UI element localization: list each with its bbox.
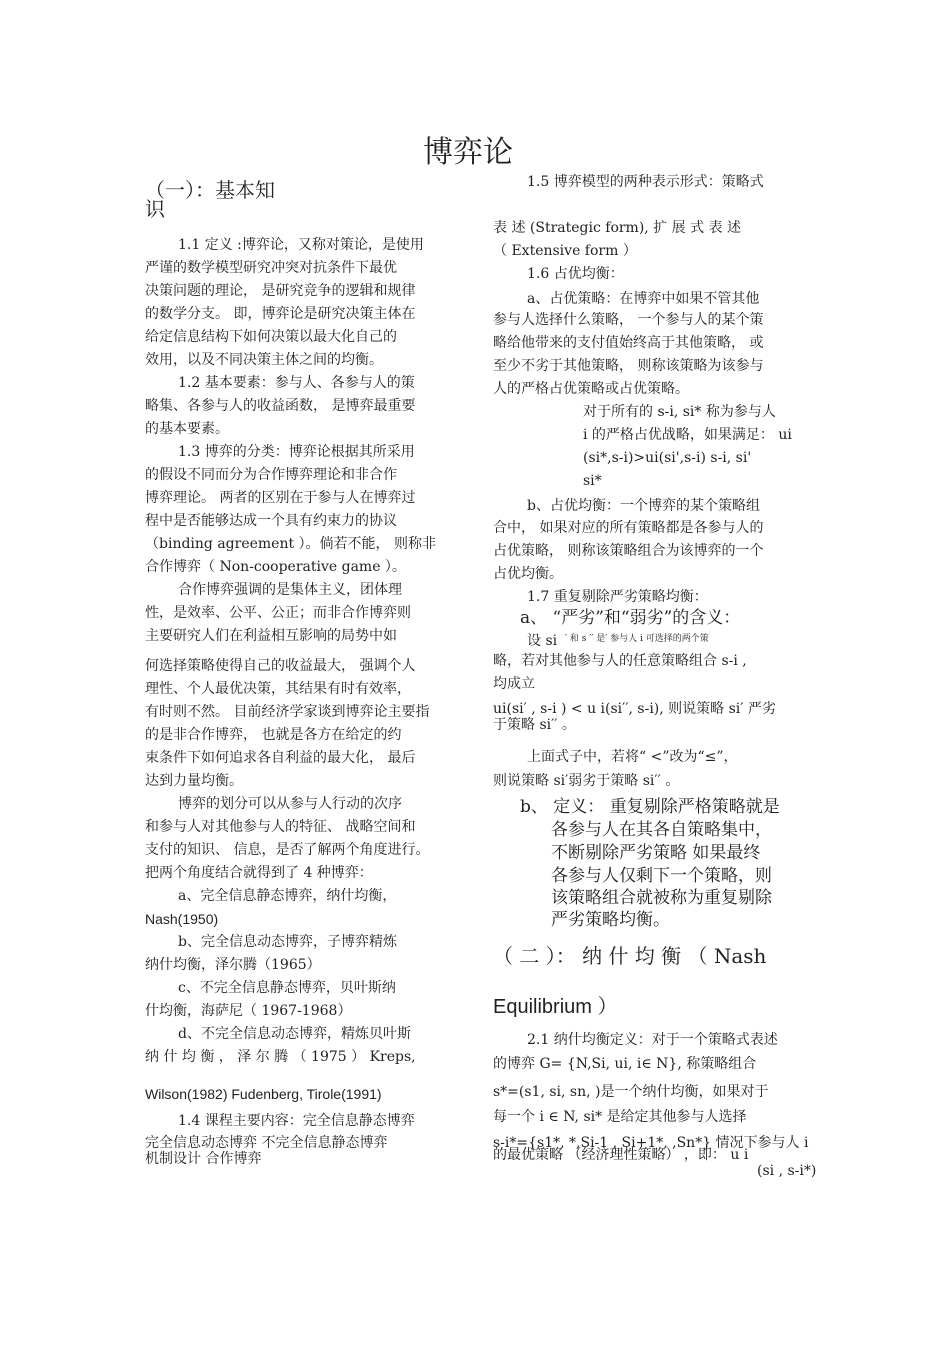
left-line: a、完全信息静态博弈，纳什均衡， — [178, 888, 397, 904]
left-line: d、不完全信息动态博弈，精炼贝叶斯 — [178, 1026, 411, 1042]
right-line: 不断剔除严劣策略 如果最终 — [551, 843, 761, 863]
right-line: a、 “严劣”和“弱劣”的含义： — [520, 608, 741, 628]
left-line: 达到力量均衡。 — [145, 773, 243, 789]
right-line: si* — [583, 473, 602, 489]
left-line: 略集、各参与人的收益函数， 是博弈最重要 — [145, 398, 416, 414]
right-line: 的最优策略 （经济理性策略） ，即： u i — [493, 1147, 749, 1163]
left-line: 的数学分支。 即，博弈论是研究决策主体在 — [145, 306, 416, 322]
left-line: 完全信息动态博弈 不完全信息静态博弈 — [145, 1135, 388, 1151]
right-line: 占优均衡。 — [493, 566, 563, 582]
right-line: 上面式子中，若将“ <”改为“≤”， — [527, 749, 738, 765]
right-line: 每一个 i ∈ N, si* 是给定其他参与人选择 — [493, 1109, 747, 1125]
right-line: 各参与人在其各自策略集中， — [551, 820, 772, 840]
page-title: 博弈论 — [423, 135, 513, 170]
left-line: 1.1 定义 :博弈论，又称对策论，是使用 — [178, 237, 424, 253]
right-line: i 的严格占优战略，如果满足： ui — [583, 427, 792, 443]
right-line: （ Extensive form ） — [493, 243, 637, 259]
section-heading-2-cont: Equilibrium ） — [493, 996, 618, 1018]
right-line: 2.1 纳什均衡定义：对于一个策略式表述 — [527, 1032, 778, 1048]
right-line: b、 定义： 重复剔除严格策略就是 — [520, 797, 780, 817]
left-line: b、完全信息动态博弈，子博弈精炼 — [178, 934, 397, 950]
right-line: 略给他带来的支付值始终高于其他策略， 或 — [493, 335, 764, 351]
right-line: b、占优均衡：一个博弈的某个策略组 — [527, 498, 760, 514]
right-line: 各参与人仅剩下一个策略，则 — [551, 866, 772, 886]
left-line: 给定信息结构下如何决策以最大化自己的 — [145, 329, 397, 345]
left-line: 的假设不同而分为合作博弈理论和非合作 — [145, 467, 397, 483]
right-line: s-i*={s1*, *,Si-1 , Si+1*, ,Sn*} 情况下参与人 i — [493, 1135, 809, 1151]
left-line: 的是非合作博弈， 也就是各方在给定的约 — [145, 727, 402, 743]
left-line: 纳什均衡，泽尔腾（1965） — [145, 957, 321, 973]
right-line: 略，若对其他参与人的任意策略组合 s-i , — [493, 653, 747, 669]
left-line: 合作博弈（ Non-cooperative game ）。 — [145, 559, 406, 575]
section-heading-1: （一）：基本知 — [145, 178, 275, 202]
left-line: Nash(1950) — [145, 911, 219, 927]
right-line: 严劣策略均衡。 — [551, 910, 670, 930]
left-line: 严谨的数学模型研究冲突对抗条件下最优 — [145, 260, 397, 276]
left-line: 有时则不然。 目前经济学家谈到博弈论主要指 — [145, 704, 430, 720]
left-line: 博弈理论。 两者的区别在于参与人在博弈过 — [145, 490, 416, 506]
right-line: (si*,s-i)>ui(si',s-i) s-i, si' — [583, 450, 752, 466]
left-line: 决策问题的理论， 是研究竞争的逻辑和规律 — [145, 283, 416, 299]
left-line: 1.2 基本要素：参与人、各参与人的策 — [178, 375, 415, 391]
left-line: 主要研究人们在利益相互影响的局势中如 — [145, 628, 397, 644]
section-heading-2: （ 二 ）： 纳 什 均 衡 （ Nash — [493, 944, 767, 968]
left-line: 效用，以及不同决策主体之间的均衡。 — [145, 352, 383, 368]
left-line: 纳 什 均 衡 ， 泽 尔 腾 （ 1975 ） Kreps, — [145, 1049, 416, 1065]
left-line: 1.4 课程主要内容：完全信息静态博弈 — [178, 1113, 415, 1129]
right-line: 该策略组合就被称为重复剔除 — [551, 888, 772, 908]
left-line: 博弈的划分可以从参与人行动的次序 — [178, 796, 402, 812]
right-line: 于策略 si′′ 。 — [493, 717, 576, 733]
left-line: 的基本要素。 — [145, 421, 229, 437]
right-line: 人的严格占优策略或占优策略。 — [493, 381, 689, 397]
left-line: 机制设计 合作博弈 — [145, 1151, 262, 1167]
right-line: s*=(s1, si, sn, )是一个纳什均衡，如果对于 — [493, 1084, 769, 1100]
right-line: 至少不劣于其他策略， 则称该策略为该参与 — [493, 358, 764, 374]
right-line: 占优策略， 则称该策略组合为该博弈的一个 — [493, 543, 764, 559]
right-line: 1.7 重复剔除严劣策略均衡： — [527, 589, 708, 605]
left-line: 和参与人对其他参与人的特征、 战略空间和 — [145, 819, 416, 835]
right-line: 均成立 — [493, 676, 535, 692]
right-line: 表 述 (Strategic form), 扩 展 式 表 述 — [493, 220, 742, 236]
left-line: 程中是否能够达成一个具有约束力的协议 — [145, 513, 397, 529]
left-line: 1.3 博弈的分类：博弈论根据其所采用 — [178, 444, 415, 460]
section-heading-1-cont: 识 — [145, 197, 165, 221]
left-line: 束条件下如何追求各自利益的最大化， 最后 — [145, 750, 416, 766]
right-line: (si , s-i*) — [757, 1163, 817, 1179]
right-line: ui(si′ , s-i ) < u i(si′′, s-i), 则说策略 si′ 严劣 — [493, 701, 776, 717]
right-line: 1.6 占优均衡： — [527, 266, 624, 282]
left-line: 性，是效率、公平、公正；而非合作博弈则 — [145, 605, 411, 621]
left-line: 合作博弈强调的是集体主义，团体理 — [178, 582, 402, 598]
right-line: 合中， 如果对应的所有策略都是各参与人的 — [493, 520, 764, 536]
right-line: 的博弈 G= {N,Si, ui, i∈ N}, 称策略组合 — [493, 1056, 757, 1072]
left-line: Wilson(1982) Fudenberg, Tirole(1991) — [145, 1086, 382, 1102]
left-line: 把两个角度结合就得到了 4 种博弈： — [145, 865, 373, 881]
left-line: （binding agreement ）。倘若不能， 则称非 — [145, 536, 436, 552]
right-line: 对于所有的 s-i, si* 称为参与人 — [583, 404, 776, 420]
left-line: 何选择策略使得自己的收益最大， 强调个人 — [145, 658, 416, 674]
right-line: a、占优策略：在博弈中如果不管其他 — [527, 291, 760, 307]
right-line: 1.5 博弈模型的两种表示形式：策略式 — [527, 174, 764, 190]
left-line: 理性、个人最优决策，其结果有时有效率， — [145, 681, 411, 697]
right-line: 参与人选择什么策略， 一个参与人的某个策 — [493, 312, 764, 328]
right-line: ′ 和 s ′′ 是′ 参与人 i 可选择的两个策 — [565, 634, 709, 644]
right-line: 设 si — [527, 633, 558, 649]
right-line: 则说策略 si′弱劣于策略 si′′ 。 — [493, 773, 680, 789]
left-line: c、不完全信息静态博弈，贝叶斯纳 — [178, 980, 396, 996]
left-line: 什均衡，海萨尼（ 1967-1968） — [145, 1003, 352, 1019]
left-line: 支付的知识、 信息，是否了解两个角度进行。 — [145, 842, 430, 858]
